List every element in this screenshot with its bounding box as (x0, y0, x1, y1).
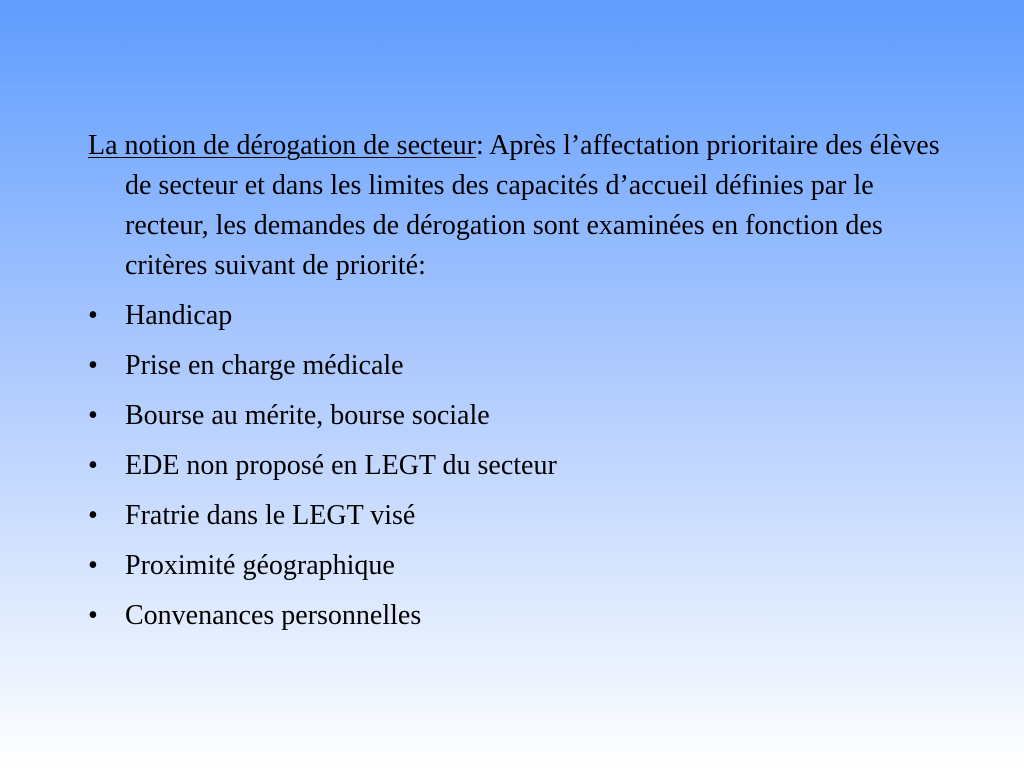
list-item-label: Proximité géographique (125, 550, 395, 581)
list-item-label: EDE non proposé en LEGT du secteur (125, 450, 557, 481)
bullet-icon: • (88, 400, 98, 431)
list-item (88, 396, 948, 436)
list-item (88, 346, 948, 386)
intro-text: : Après l’affectation prioritaire des élèves de secteur et dans les limites des capacités d’accueil définies par le recteur, les demandes de dérogation sont examinées en fonction des critères suivant de priorité: (125, 130, 940, 281)
intro-paragraph (88, 126, 948, 286)
list-item (88, 296, 948, 336)
list-item (88, 446, 948, 486)
list-item-label: Bourse au mérite, bourse sociale (125, 400, 490, 431)
criteria-list (88, 296, 948, 636)
list-item-label: Handicap (125, 300, 233, 331)
bullet-icon: • (88, 300, 98, 331)
list-item (88, 596, 948, 636)
bullet-icon: • (88, 600, 98, 631)
list-item (88, 546, 948, 586)
list-item (88, 496, 948, 536)
slide-content (88, 126, 948, 646)
bullet-icon: • (88, 350, 98, 381)
bullet-icon: • (88, 550, 98, 581)
bullet-icon: • (88, 500, 98, 531)
intro-heading: La notion de dérogation de secteur (88, 130, 476, 161)
bullet-icon: • (88, 450, 98, 481)
list-item-label: Prise en charge médicale (125, 350, 404, 381)
list-item-label: Convenances personnelles (125, 600, 422, 631)
list-item-label: Fratrie dans le LEGT visé (125, 500, 416, 531)
